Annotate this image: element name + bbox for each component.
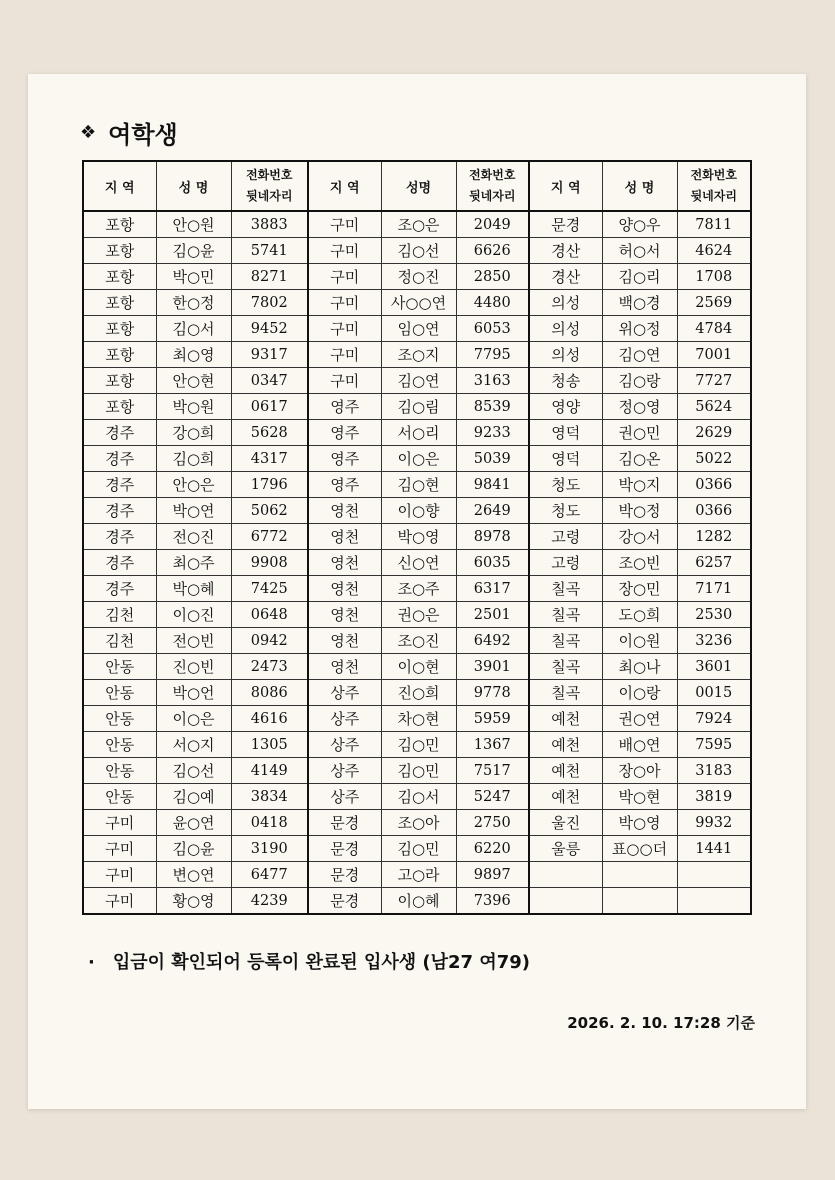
timestamp: 2026. 2. 10. 17:28 기준 [567, 1014, 755, 1032]
cell-name: 허○서 [602, 238, 677, 264]
cell-region: 예천 [529, 706, 602, 732]
cell-name: 이○현 [381, 654, 456, 680]
cell-name: 도○희 [602, 602, 677, 628]
cell-phone: 5039 [456, 446, 529, 472]
table-row [83, 784, 751, 810]
cell-phone: 8086 [231, 680, 308, 706]
header-phone: 전화번호 뒷네자리 [677, 161, 751, 211]
cell-name: 권○연 [602, 706, 677, 732]
cell-phone: 3834 [231, 784, 308, 810]
cell-name: 박○민 [156, 264, 231, 290]
cell-region: 안동 [83, 732, 156, 758]
cell-phone: 1367 [456, 732, 529, 758]
student-roster-table [82, 160, 752, 915]
cell-region [529, 888, 602, 915]
cell-region: 구미 [83, 836, 156, 862]
cell-phone: 2750 [456, 810, 529, 836]
table-row [83, 211, 751, 238]
table-row [83, 524, 751, 550]
cell-phone: 7595 [677, 732, 751, 758]
cell-phone: 0015 [677, 680, 751, 706]
cell-region: 의성 [529, 316, 602, 342]
cell-region: 울진 [529, 810, 602, 836]
cell-phone: 8978 [456, 524, 529, 550]
cell-region: 영양 [529, 394, 602, 420]
cell-region: 경주 [83, 550, 156, 576]
cell-region: 구미 [308, 264, 381, 290]
cell-phone: 6477 [231, 862, 308, 888]
cell-name: 배○연 [602, 732, 677, 758]
cell-region: 포항 [83, 342, 156, 368]
cell-region: 영덕 [529, 420, 602, 446]
cell-phone: 4616 [231, 706, 308, 732]
cell-name: 안○원 [156, 211, 231, 238]
table-row [83, 706, 751, 732]
cell-name: 박○원 [156, 394, 231, 420]
cell-name: 김○서 [156, 316, 231, 342]
cell-region: 상주 [308, 706, 381, 732]
cell-phone: 0942 [231, 628, 308, 654]
cell-name: 임○연 [381, 316, 456, 342]
cell-name: 김○민 [381, 836, 456, 862]
cell-region: 영천 [308, 550, 381, 576]
table-row [83, 888, 751, 915]
table-row [83, 654, 751, 680]
cell-phone: 0418 [231, 810, 308, 836]
enrollment-note [88, 948, 530, 974]
cell-region: 영주 [308, 420, 381, 446]
cell-phone: 3819 [677, 784, 751, 810]
table-row [83, 316, 751, 342]
cell-phone: 8539 [456, 394, 529, 420]
cell-region: 포항 [83, 264, 156, 290]
cell-phone: 0617 [231, 394, 308, 420]
cell-name [602, 862, 677, 888]
cell-phone: 2501 [456, 602, 529, 628]
cell-region: 문경 [529, 211, 602, 238]
cell-phone: 8271 [231, 264, 308, 290]
cell-phone: 2049 [456, 211, 529, 238]
cell-region: 청도 [529, 498, 602, 524]
cell-name: 이○진 [156, 602, 231, 628]
cell-region: 청도 [529, 472, 602, 498]
cell-phone: 9317 [231, 342, 308, 368]
cell-phone: 7517 [456, 758, 529, 784]
cell-phone: 0366 [677, 472, 751, 498]
cell-name: 김○민 [381, 758, 456, 784]
cell-phone: 1441 [677, 836, 751, 862]
table-row [83, 836, 751, 862]
cell-phone: 3901 [456, 654, 529, 680]
cell-name: 조○아 [381, 810, 456, 836]
cell-name: 권○은 [381, 602, 456, 628]
cell-name: 김○현 [381, 472, 456, 498]
cell-name: 박○정 [602, 498, 677, 524]
cell-phone: 7425 [231, 576, 308, 602]
cell-phone: 5022 [677, 446, 751, 472]
cell-name: 김○리 [602, 264, 677, 290]
cell-region: 울릉 [529, 836, 602, 862]
cell-region: 칠곡 [529, 602, 602, 628]
table-body [83, 211, 751, 914]
table-row [83, 238, 751, 264]
cell-region: 영천 [308, 602, 381, 628]
table-row [83, 420, 751, 446]
cell-region: 영천 [308, 498, 381, 524]
header-phone: 전화번호 뒷네자리 [456, 161, 529, 211]
cell-name: 박○영 [381, 524, 456, 550]
cell-phone: 4149 [231, 758, 308, 784]
cell-region: 안동 [83, 680, 156, 706]
cell-name: 조○진 [381, 628, 456, 654]
cell-phone: 7924 [677, 706, 751, 732]
cell-name: 박○혜 [156, 576, 231, 602]
cell-region: 예천 [529, 758, 602, 784]
cell-name: 이○은 [156, 706, 231, 732]
cell-region: 고령 [529, 524, 602, 550]
cell-phone: 3163 [456, 368, 529, 394]
cell-phone: 2530 [677, 602, 751, 628]
cell-phone: 9932 [677, 810, 751, 836]
cell-region: 상주 [308, 784, 381, 810]
cell-name: 서○지 [156, 732, 231, 758]
cell-phone: 9233 [456, 420, 529, 446]
cell-name [602, 888, 677, 915]
cell-phone: 9897 [456, 862, 529, 888]
cell-phone: 1708 [677, 264, 751, 290]
cell-region: 의성 [529, 290, 602, 316]
cell-phone: 6317 [456, 576, 529, 602]
cell-region: 문경 [308, 836, 381, 862]
cell-name: 전○빈 [156, 628, 231, 654]
cell-phone: 4480 [456, 290, 529, 316]
cell-phone: 4239 [231, 888, 308, 915]
table-row [83, 472, 751, 498]
cell-name: 윤○연 [156, 810, 231, 836]
table-row [83, 446, 751, 472]
cell-region: 포항 [83, 290, 156, 316]
cell-region: 안동 [83, 654, 156, 680]
cell-region: 경산 [529, 238, 602, 264]
cell-region: 구미 [83, 888, 156, 915]
table-header-row [83, 161, 751, 211]
cell-phone: 4317 [231, 446, 308, 472]
cell-name: 양○우 [602, 211, 677, 238]
cell-region: 경주 [83, 472, 156, 498]
cell-phone: 0347 [231, 368, 308, 394]
table-row [83, 550, 751, 576]
cell-region: 영주 [308, 394, 381, 420]
table-row [83, 628, 751, 654]
cell-name: 안○은 [156, 472, 231, 498]
cell-region: 칠곡 [529, 576, 602, 602]
cell-region: 구미 [308, 238, 381, 264]
cell-name: 한○정 [156, 290, 231, 316]
cell-name: 김○선 [381, 238, 456, 264]
cell-name: 전○진 [156, 524, 231, 550]
cell-name: 조○지 [381, 342, 456, 368]
cell-phone: 6220 [456, 836, 529, 862]
cell-phone: 0648 [231, 602, 308, 628]
cell-phone: 6492 [456, 628, 529, 654]
cell-region: 상주 [308, 680, 381, 706]
header-name: 성 명 [602, 161, 677, 211]
cell-phone: 9908 [231, 550, 308, 576]
table-row [83, 602, 751, 628]
cell-name: 박○연 [156, 498, 231, 524]
cell-phone: 5628 [231, 420, 308, 446]
cell-name: 고○라 [381, 862, 456, 888]
cell-phone: 5741 [231, 238, 308, 264]
cell-phone: 3236 [677, 628, 751, 654]
cell-name: 표○○더 [602, 836, 677, 862]
cell-phone: 2473 [231, 654, 308, 680]
cell-phone: 6626 [456, 238, 529, 264]
cell-region: 구미 [308, 211, 381, 238]
cell-name: 이○은 [381, 446, 456, 472]
cell-name: 장○아 [602, 758, 677, 784]
cell-name: 안○현 [156, 368, 231, 394]
cell-phone: 6772 [231, 524, 308, 550]
cell-name: 강○희 [156, 420, 231, 446]
cell-region: 영천 [308, 524, 381, 550]
cell-phone: 3183 [677, 758, 751, 784]
note-text: 입금이 확인되어 등록이 완료된 입사생 (남27 여79) [112, 952, 530, 973]
cell-name: 조○빈 [602, 550, 677, 576]
cell-name: 조○은 [381, 211, 456, 238]
cell-name: 변○연 [156, 862, 231, 888]
cell-phone: 6035 [456, 550, 529, 576]
cell-phone: 2649 [456, 498, 529, 524]
section-title-text: 여학생 [108, 121, 178, 149]
note-bullet: · [88, 952, 95, 973]
cell-name: 장○민 [602, 576, 677, 602]
cell-name: 김○선 [156, 758, 231, 784]
cell-phone: 7727 [677, 368, 751, 394]
header-region: 지 역 [83, 161, 156, 211]
cell-phone: 3601 [677, 654, 751, 680]
cell-phone: 1796 [231, 472, 308, 498]
cell-name: 신○연 [381, 550, 456, 576]
cell-name: 박○현 [602, 784, 677, 810]
cell-phone: 7811 [677, 211, 751, 238]
cell-name: 정○진 [381, 264, 456, 290]
cell-name: 김○민 [381, 732, 456, 758]
cell-region: 구미 [308, 290, 381, 316]
cell-region: 경주 [83, 576, 156, 602]
cell-phone: 1282 [677, 524, 751, 550]
cell-region: 문경 [308, 888, 381, 915]
cell-region: 김천 [83, 628, 156, 654]
cell-region: 경주 [83, 524, 156, 550]
cell-region: 안동 [83, 758, 156, 784]
cell-region [529, 862, 602, 888]
cell-name: 위○정 [602, 316, 677, 342]
header-region: 지 역 [529, 161, 602, 211]
cell-phone: 9452 [231, 316, 308, 342]
cell-region: 칠곡 [529, 680, 602, 706]
cell-name: 박○언 [156, 680, 231, 706]
cell-name: 이○원 [602, 628, 677, 654]
cell-region: 영천 [308, 654, 381, 680]
cell-phone: 2850 [456, 264, 529, 290]
cell-phone [677, 888, 751, 915]
cell-name: 김○림 [381, 394, 456, 420]
cell-phone: 9841 [456, 472, 529, 498]
cell-region: 영주 [308, 472, 381, 498]
cell-name: 이○혜 [381, 888, 456, 915]
header-name: 성 명 [156, 161, 231, 211]
cell-region: 구미 [83, 862, 156, 888]
cell-name: 박○지 [602, 472, 677, 498]
cell-region: 김천 [83, 602, 156, 628]
cell-name: 김○랑 [602, 368, 677, 394]
cell-name: 이○랑 [602, 680, 677, 706]
cell-phone: 7001 [677, 342, 751, 368]
cell-name: 황○영 [156, 888, 231, 915]
cell-region: 포항 [83, 238, 156, 264]
cell-name: 조○주 [381, 576, 456, 602]
cell-name: 최○영 [156, 342, 231, 368]
cell-region: 경주 [83, 446, 156, 472]
cell-region: 고령 [529, 550, 602, 576]
table-row [83, 576, 751, 602]
cell-region: 포항 [83, 368, 156, 394]
cell-name: 김○연 [381, 368, 456, 394]
cell-name: 이○향 [381, 498, 456, 524]
diamond-bullet-icon: ❖ [80, 122, 97, 143]
cell-region: 예천 [529, 732, 602, 758]
cell-name: 백○경 [602, 290, 677, 316]
cell-phone: 9778 [456, 680, 529, 706]
cell-name: 김○서 [381, 784, 456, 810]
cell-phone: 7802 [231, 290, 308, 316]
cell-region: 상주 [308, 732, 381, 758]
cell-name: 김○윤 [156, 238, 231, 264]
cell-name: 김○예 [156, 784, 231, 810]
cell-phone: 7171 [677, 576, 751, 602]
cell-region: 영천 [308, 628, 381, 654]
cell-name: 최○주 [156, 550, 231, 576]
cell-phone: 0366 [677, 498, 751, 524]
cell-region: 구미 [308, 342, 381, 368]
cell-region: 안동 [83, 784, 156, 810]
cell-region: 영천 [308, 576, 381, 602]
cell-region: 칠곡 [529, 654, 602, 680]
cell-region: 의성 [529, 342, 602, 368]
cell-phone [677, 862, 751, 888]
cell-phone: 5959 [456, 706, 529, 732]
cell-region: 경주 [83, 420, 156, 446]
cell-phone: 7795 [456, 342, 529, 368]
cell-region: 구미 [308, 368, 381, 394]
cell-name: 김○희 [156, 446, 231, 472]
cell-phone: 5624 [677, 394, 751, 420]
section-title [80, 115, 178, 150]
table-row [83, 290, 751, 316]
cell-name: 차○현 [381, 706, 456, 732]
cell-region: 경주 [83, 498, 156, 524]
cell-phone: 7396 [456, 888, 529, 915]
cell-name: 최○나 [602, 654, 677, 680]
cell-region: 문경 [308, 810, 381, 836]
cell-phone: 5062 [231, 498, 308, 524]
cell-phone: 1305 [231, 732, 308, 758]
table-row [83, 394, 751, 420]
cell-region: 문경 [308, 862, 381, 888]
cell-region: 구미 [83, 810, 156, 836]
cell-phone: 3190 [231, 836, 308, 862]
cell-name: 서○리 [381, 420, 456, 446]
cell-region: 경산 [529, 264, 602, 290]
cell-region: 영주 [308, 446, 381, 472]
cell-phone: 5247 [456, 784, 529, 810]
header-name: 성명 [381, 161, 456, 211]
cell-phone: 4784 [677, 316, 751, 342]
table-row [83, 368, 751, 394]
cell-name: 박○영 [602, 810, 677, 836]
cell-name: 김○온 [602, 446, 677, 472]
table-row [83, 732, 751, 758]
header-phone: 전화번호 뒷네자리 [231, 161, 308, 211]
cell-name: 진○빈 [156, 654, 231, 680]
cell-phone: 6053 [456, 316, 529, 342]
cell-phone: 4624 [677, 238, 751, 264]
cell-phone: 2569 [677, 290, 751, 316]
cell-name: 김○연 [602, 342, 677, 368]
header-region: 지 역 [308, 161, 381, 211]
cell-region: 청송 [529, 368, 602, 394]
table-row [83, 862, 751, 888]
cell-region: 포항 [83, 316, 156, 342]
cell-name: 김○윤 [156, 836, 231, 862]
cell-region: 칠곡 [529, 628, 602, 654]
table-row [83, 498, 751, 524]
table-row [83, 680, 751, 706]
cell-region: 구미 [308, 316, 381, 342]
cell-name: 강○서 [602, 524, 677, 550]
cell-name: 권○민 [602, 420, 677, 446]
cell-region: 상주 [308, 758, 381, 784]
table-row [83, 264, 751, 290]
cell-name: 정○영 [602, 394, 677, 420]
cell-phone: 2629 [677, 420, 751, 446]
cell-name: 사○○연 [381, 290, 456, 316]
cell-phone: 6257 [677, 550, 751, 576]
cell-phone: 3883 [231, 211, 308, 238]
cell-region: 포항 [83, 394, 156, 420]
cell-region: 예천 [529, 784, 602, 810]
table-row [83, 342, 751, 368]
table-row [83, 810, 751, 836]
cell-region: 영덕 [529, 446, 602, 472]
cell-name: 진○희 [381, 680, 456, 706]
cell-region: 안동 [83, 706, 156, 732]
table-row [83, 758, 751, 784]
cell-region: 포항 [83, 211, 156, 238]
